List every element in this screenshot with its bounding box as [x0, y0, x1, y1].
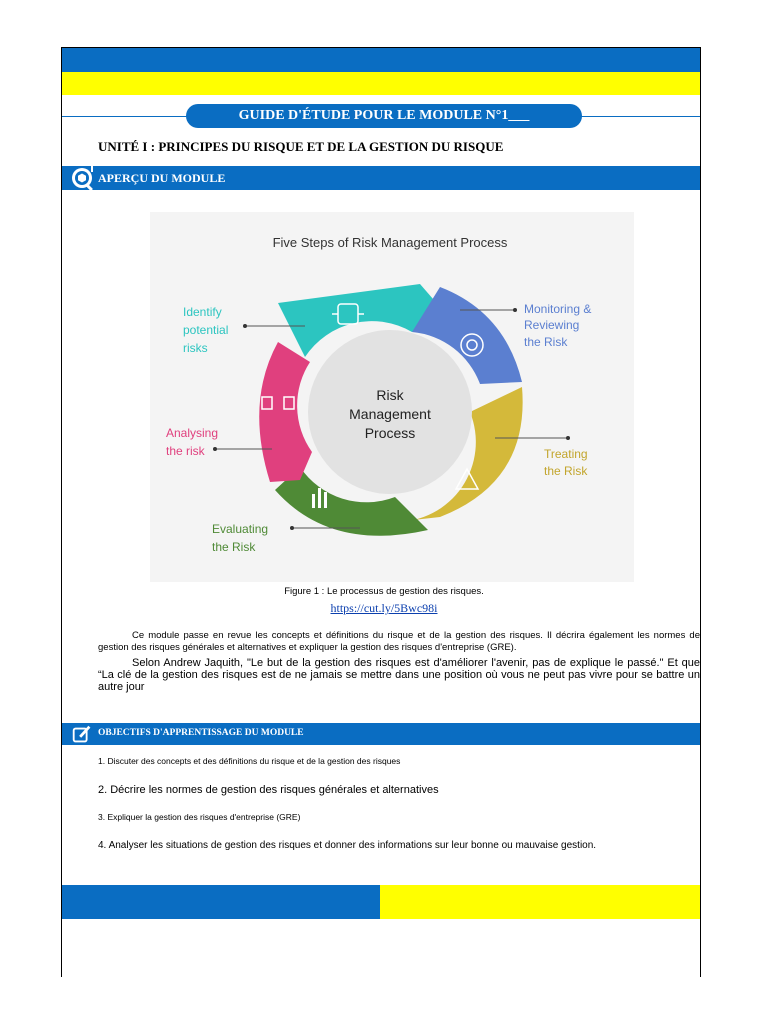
- objective-item: 2. Décrire les normes de gestion des risques générales et alternatives: [98, 784, 439, 796]
- label-identify-2: potential: [183, 323, 229, 337]
- label-identify-3: risks: [183, 341, 208, 355]
- module-guide-title: GUIDE D'ÉTUDE POUR LE MODULE N°1___: [186, 104, 582, 128]
- figure-source-link-wrap: [0, 601, 768, 616]
- center-label-line1: Risk: [376, 387, 404, 403]
- footer-band-yellow: [380, 885, 700, 919]
- overview-paragraph-1: [98, 630, 700, 653]
- overview-paragraph-2: [98, 657, 700, 693]
- label-treat-1: Treating: [544, 447, 588, 461]
- objectives-section-bar: [62, 723, 700, 745]
- figure-source-link[interactable]: https://cut.ly/5Bwc98i: [330, 601, 438, 615]
- objectives-section-label: OBJECTIFS D'APPRENTISSAGE DU MODULE: [98, 728, 304, 738]
- diagram-title: Five Steps of Risk Management Process: [272, 235, 508, 250]
- label-monitor-1: Monitoring &: [524, 302, 592, 316]
- label-monitor-2: Reviewing: [524, 318, 580, 332]
- overview-paragraph-2-text: Selon Andrew Jaquith, "Le but de la gestion des risques est d'améliorer l'avenir, pas de explique le passé." Et que “La clé de la gestion des risques est de ne jamais se mettre dans une position où vous ne peut pas vivre pour se battre un autre jour: [98, 657, 700, 693]
- overview-section-bar: [62, 166, 700, 190]
- footer-band-blue: [62, 885, 380, 919]
- segment-analyse: [259, 342, 312, 482]
- figure-caption: Figure 1 : Le processus de gestion des risques.: [284, 586, 484, 597]
- objective-item: 1. Discuter des concepts et des définitions du risque et de la gestion des risques: [98, 756, 401, 766]
- risk-process-diagram: [150, 212, 634, 582]
- objective-item: 3. Expliquer la gestion des risques d'entreprise (GRE): [98, 812, 301, 822]
- center-label-line2: Management: [349, 406, 431, 422]
- unit-title: UNITÉ I : PRINCIPES DU RISQUE ET DE LA GESTION DU RISQUE: [98, 139, 504, 154]
- edit-icon: [70, 723, 94, 747]
- label-evaluate-1: Evaluating: [212, 522, 269, 536]
- label-monitor-3: the Risk: [524, 335, 568, 349]
- header-band-blue: [62, 48, 700, 72]
- overview-section-label: APERÇU DU MODULE: [98, 171, 226, 185]
- label-identify-1: Identify: [183, 305, 222, 319]
- risk-process-figure: [150, 212, 634, 582]
- header-band-yellow: [62, 72, 700, 95]
- label-analyse-1: Analysing: [166, 426, 219, 440]
- center-label-line3: Process: [364, 425, 416, 441]
- label-evaluate-2: the Risk: [212, 540, 256, 554]
- overview-paragraph-1-text: Ce module passe en revue les concepts et définitions du risque et de la gestion des risques. Il décrira également les normes de gestion des risques générales et alternatives et expliquer la gestion des risques d'entreprise (GRE).: [98, 630, 700, 653]
- objective-item: 4. Analyser les situations de gestion des risques et donner des informations sur leur bonne ou mauvaise gestion.: [98, 840, 597, 851]
- label-treat-2: the Risk: [544, 464, 588, 478]
- label-analyse-2: the risk: [166, 444, 205, 458]
- magnifier-icon: [70, 166, 96, 192]
